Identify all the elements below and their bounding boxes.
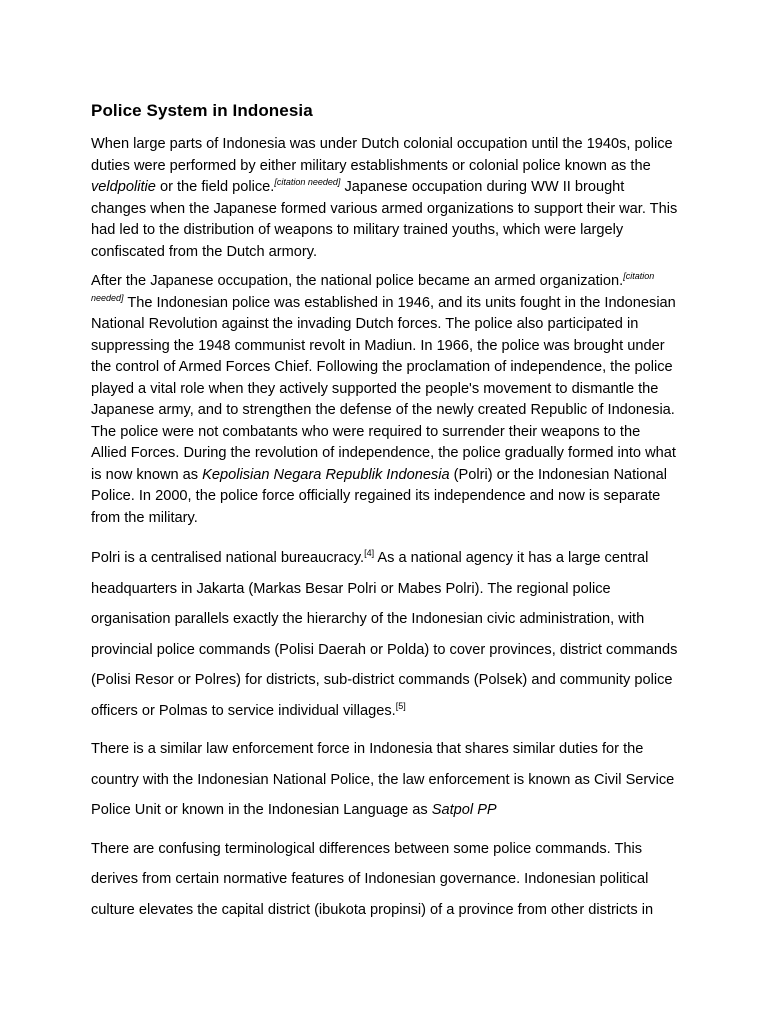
- text-segment: As a national agency it has a large central headquarters in Jakarta (Markas Besar Polri or Mabes Polri). The regional police organisation parallels exactly the hierarchy of the Indonesian civic administration, with provincial police commands (Polisi Daerah or Polda) to cover provinces, district commands (Polisi Resor or Polres) for districts, sub-district commands (Polsek) and community police officers or Polmas to service individual villages.: [91, 550, 678, 719]
- text-segment: (Polri) or the Indonesian National Police. In 2000, the police force officially regained its independence and now is separate from the military.: [91, 466, 667, 526]
- paragraph-satpol-pp: [91, 734, 678, 826]
- text-segment: There is a similar law enforcement force in Indonesia that shares similar duties for the country with the Indonesian National Police, the law enforcement is known as Civil Service Police Unit or known in the Indonesian Language as: [91, 741, 675, 818]
- paragraph-national-police: [91, 271, 678, 529]
- paragraph-terminology: [91, 834, 678, 926]
- text-segment: Japanese occupation during WW II brought changes when the Japanese formed various armed organizations to support their war. This had led to the distribution of weapons to military trained youths, which were largely confiscated from the Dutch armory.: [91, 179, 678, 260]
- citation-needed-link[interactable]: [citation needed]: [274, 177, 341, 188]
- text-segment: There are confusing terminological differences between some police commands. This derives from certain normative features of Indonesian governance. Indonesian political culture elevates the capital district (ibukota propinsi) of a province from other districts in: [91, 840, 654, 918]
- text-segment: After the Japanese occupation, the national police became an armed organization.: [91, 273, 624, 289]
- paragraph-dutch-occupation: [91, 134, 678, 263]
- italic-term: veldpolitie: [91, 179, 156, 195]
- italic-term: Kepolisian Negara Republik Indonesia: [202, 466, 450, 483]
- text-segment: When large parts of Indonesia was under Dutch colonial occupation until the 1940s, police duties were performed by either military establishments or colonial police known as the: [91, 136, 673, 174]
- paragraph-polri-bureaucracy: [91, 543, 678, 726]
- text-segment: The Indonesian police was established in 1946, and its units fought in the Indonesian National Revolution against the invading Dutch forces. The police also participated in suppressing the 1948 communist revolt in Madiun. In 1966, the police was brought under the control of Armed Forces Chief. Following the proclamation of independence, the police played a vital role when they actively supported the people's movement to dismantle the Japanese army, and to strengthen the defense of the newly created Republic of Indonesia. The police were not combatants who were required to surrender their weapons to the Allied Forces. During the revolution of independence, the police gradually formed into what is now known as: [91, 294, 676, 483]
- text-segment: Polri is a centralised national bureaucracy.: [91, 550, 365, 566]
- page-title: Police System in Indonesia: [91, 101, 313, 120]
- reference-link[interactable]: [4]: [364, 548, 375, 559]
- reference-link[interactable]: [5]: [395, 700, 406, 711]
- text-segment: or the field police.: [155, 179, 275, 195]
- italic-term: Satpol PP: [431, 802, 497, 818]
- citation-needed-link[interactable]: [citation needed]: [91, 271, 655, 303]
